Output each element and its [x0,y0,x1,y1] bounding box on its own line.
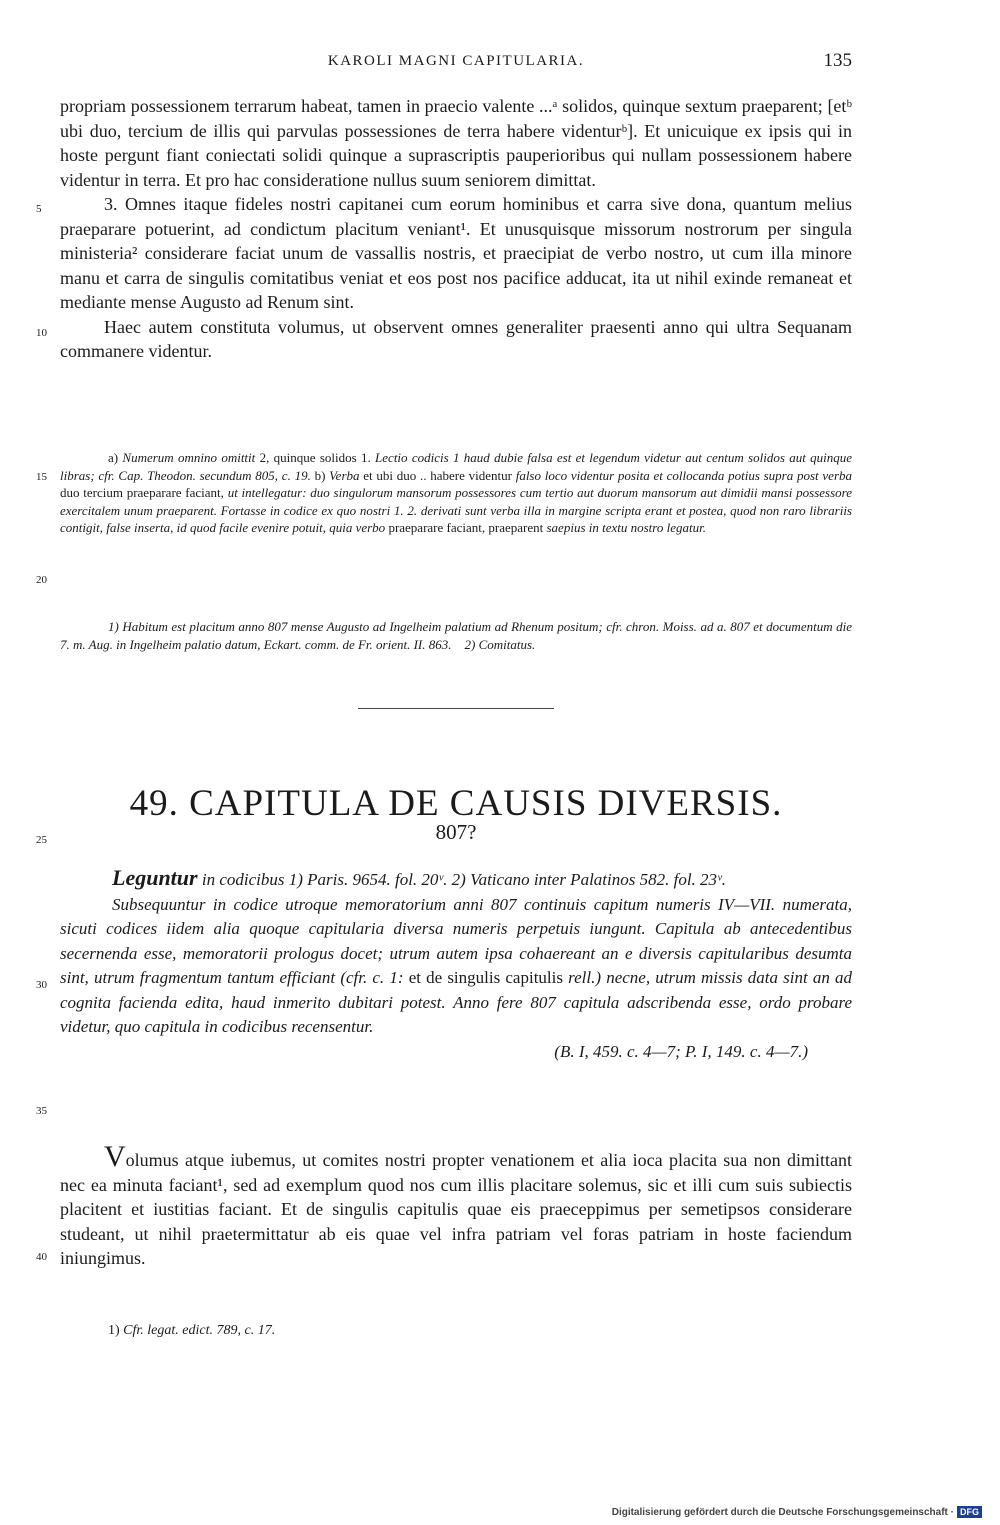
note-b-text-1: falso loco videntur posita et collocanda potius supra post verba [515,467,853,483]
chapter-introduction [60,866,852,1064]
footnotes-top [60,618,852,653]
paragraph-chapter-3: 3. Omnes itaque fideles nostri capitanei cum eorum hominibus et carra sive dona, quantum melius praeparare potuerint, ad condictum placitum veniant¹. Et unusquisque missorum nostrorum per singula ministeria² considerare faciat unum de vassallis nostris, et praecipiat de verbo nostro, ut cum illa minore manu et carra de singulis comitatibus veniat et eos post nos pacifice adducat, ita ut nihil exinde remaneat et mediante mense Augusto ad Renum sint. [60,194,852,312]
note-b-quoted-3: praeparare faciant, praeparent [388,520,544,535]
intro-reference: (B. I, 459. c. 4—7; P. I, 149. c. 4—7.) [554,1041,808,1061]
dfg-credit-text: Digitalisierung gefördert durch die Deutsche Forschungsgemeinschaft [611,1507,948,1518]
line-number-5: 5 [36,203,42,215]
dfg-credit: Digitalisierung gefördert durch die Deutsche Forschungsgemeinschaft · DFG [612,1506,982,1518]
footnote-bottom-text: Cfr. legat. edict. 789, c. 17. [123,1323,276,1338]
chapter-year: 807? [435,820,477,844]
note-a-intro: Numerum omnino omittit [122,450,256,465]
dfg-logo: DFG [957,1506,982,1518]
footnote-bottom-number: 1) [108,1323,120,1338]
line-number-20: 20 [36,574,47,586]
intro-commentary: Subsequuntur in codice utroque memoratorium anni 807 continuis capitum numeris IV—VII. numerata, sicuti codices iidem alia quoque capitularia diversa numeris perpetuis iungunt. Capitula ab antecedentibus secernenda esse, memoratorii prologus docet; utrum autem ipsa cohaereant an e diversis capitularibus desumta sint, utrum fragmentum tantum efficiant (cfr. c. 1: et de singulis capitulis rell.) necne, utrum missis data sint an ad cognita facienda edita, haud inmerito dubitari potest. Anno fere 807 capitula adscribenda esse, ordo probare videtur, quo capitula in codicibus recensentur. [60,894,853,1036]
note-b-quoted-2: duo tercium praeparare faciant, [60,485,224,500]
note-b-text-2: ut intellegatur: duo singulorum mansorum possessores cum tertio aut duorum mansorum aut dimidii mansi possessore exercitalem unum praeparent. Fortasse in codice ex quo nostri 1. 2. derivati sunt verba illa in margine scripta erant et postea, quod non raro librariis contigit, false inserta, id quod facile evenire potuit, quia verbo [60,485,853,535]
note-b-intro: Verba [329,467,360,483]
line-number-30: 30 [36,979,47,991]
running-head [60,50,852,74]
capitulary-text [60,1140,852,1271]
chapter-title: 49. CAPITULA DE CAUSIS DIVERSIS. [129,783,783,824]
critical-apparatus [60,449,852,537]
paragraph-continued: propriam possessionem terrarum habeat, tamen in praecio valente ...ᵃ solidos, quinque sextum praeparent; [etᵇ ubi duo, tercium de illis qui parvulas possessiones de terra habere videnturᵇ]. Et unicuique ex ipsis qui in hoste pergunt fiant coniectati solidi quinque a suprascriptis pauperioribus qui nullam possessionem habere videntur in terra. Et pro hac consideratione nullus suum seniorem dimittat. [60,96,852,190]
line-number-35: 35 [36,1105,47,1117]
line-number-10: 10 [36,327,47,339]
paragraph-closing: Haec autem constituta volumus, ut observent omnes generaliter praesenti anno qui ultra Sequanam commanere videntur. [60,316,852,361]
intro-manuscripts: Leguntur in codicibus 1) Paris. 9654. fol. 20ᵛ. 2) Vaticano inter Palatinos 582. fol. 23ᵛ. [112,865,727,890]
note-a-text: Lectio codicis 1 haud dubie falsa est et legendum videtur aut centum solidos aut quinque libras; cfr. Cap. Theodon. secundum 805, c. 19. [60,450,853,483]
note-b-text-3: saepius in textu nostro legatur. [546,520,706,535]
running-title: KAROLI MAGNI CAPITULARIA. [327,53,585,69]
footnote-bottom [60,1322,852,1340]
intro-first-word: Leguntur [112,865,198,890]
section-divider [358,708,554,709]
footnote-1: 1) Habitum est placitum anno 807 mense Augusto ad Ingelheim palatium ad Rhenum positum; cfr. chron. Moiss. ad a. 807 et documentum die 7. m. Aug. in Ingelheim palatio datum, Eckart. comm. de Fr. orient. II. 863. [60,619,852,652]
note-b-siglum: b) [314,467,326,483]
capitulary-body: olumus atque iubemus, ut comites nostri propter venationem et alia ioca placita sua non dimittant nec ea minuta faciant¹, sed ad exemplum quod nos cum illis placitare solemus, sic et illi cum suis subiectis placitent et iustitias faciant. Et de singulis capitulis quae eis praeceppimus per semetipsos considerare studeant, ut nihil praetermittatur ab eis quae vel infra patriam vel foras patriam in hoste faciendum iniungimus. [60,1150,852,1268]
line-number-15: 15 [36,471,47,483]
line-number-25: 25 [36,834,47,846]
footnote-2: 2) Comitatus. [464,636,536,652]
note-a-siglum: a) [108,450,119,465]
line-number-40: 40 [36,1251,47,1263]
top-text [60,94,852,364]
page-number: 135 [823,50,852,71]
note-b-quoted: et ubi duo .. habere videntur [363,467,512,483]
note-a-ref: 2, quinque solidos 1. [259,450,371,465]
initial-letter: V [104,1140,126,1173]
